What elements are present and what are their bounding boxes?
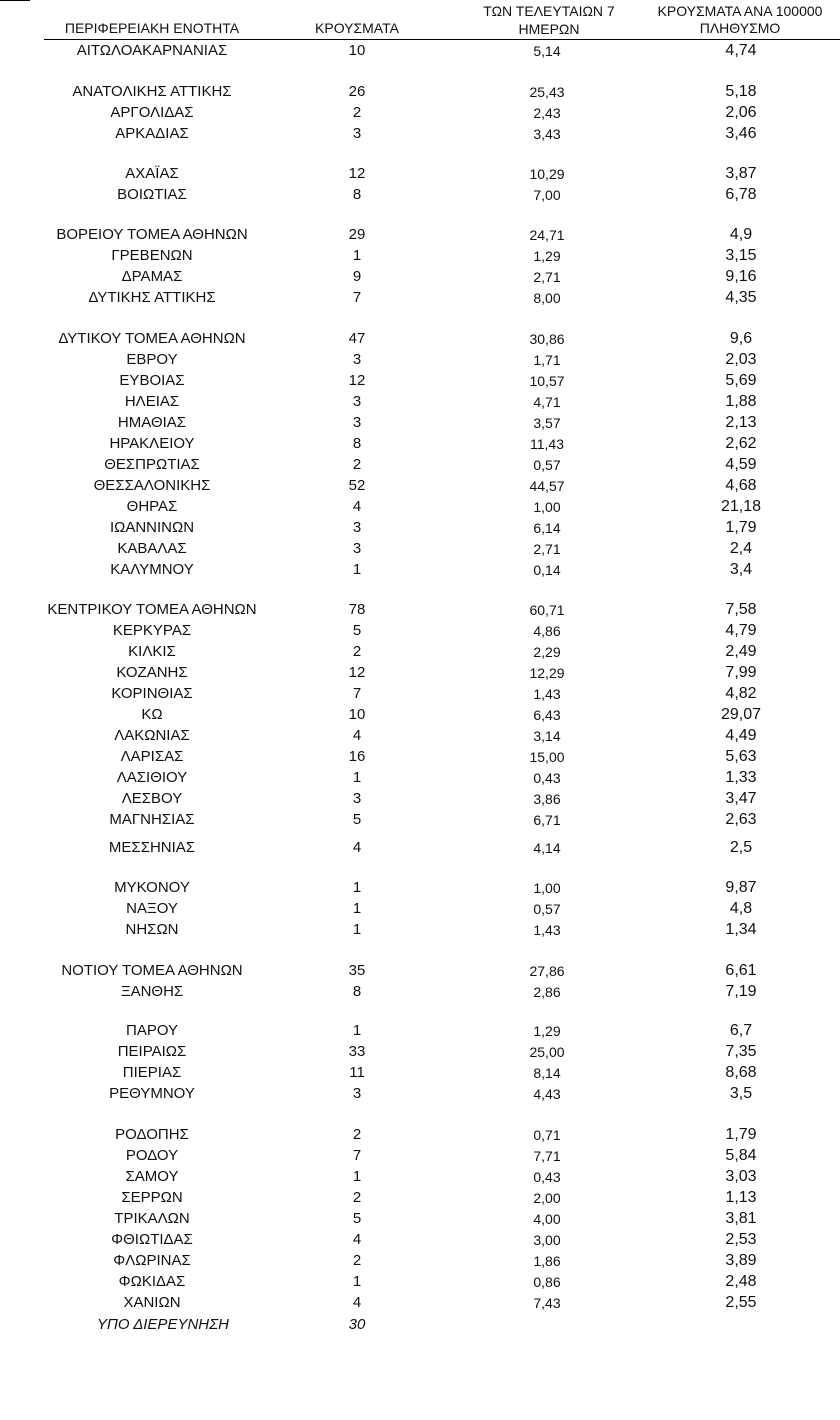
region-name-cell: ΦΘΙΩΤΙΔΑΣ xyxy=(111,1231,193,1248)
avg-7-days-cell: 4,43 xyxy=(533,1086,561,1102)
region-name-cell: ΞΑΝΘΗΣ xyxy=(120,983,184,1000)
per-100k-cell: 9,6 xyxy=(729,330,753,347)
region-name-cell: ΙΩΑΝΝΙΝΩΝ xyxy=(109,519,195,536)
region-name-cell: ΧΑΝΙΩΝ xyxy=(123,1294,181,1311)
avg-7-days-cell: 4,00 xyxy=(533,1211,561,1227)
cases-cell: 8 xyxy=(352,435,362,452)
per-100k-cell: 2,63 xyxy=(725,811,757,828)
per-100k-cell: 2,4 xyxy=(729,540,753,557)
header-region: ΠΕΡΙΦΕΡΕΙΑΚΗ ΕΝΟΤΗΤΑ xyxy=(64,20,240,36)
region-name-cell: ΕΥΒΟΙΑΣ xyxy=(119,372,185,389)
per-100k-cell: 3,87 xyxy=(725,165,757,182)
per-100k-cell: 3,47 xyxy=(725,790,757,807)
per-100k-cell: 2,5 xyxy=(729,839,753,856)
header-cases: ΚΡΟΥΣΜΑΤΑ xyxy=(315,20,399,36)
per-100k-cell: 21,18 xyxy=(720,498,762,515)
region-name-cell: ΚΩ xyxy=(141,706,163,723)
region-name-cell: ΔΡΑΜΑΣ xyxy=(121,268,183,285)
avg-7-days-cell: 30,86 xyxy=(529,331,565,347)
region-name-cell: ΑΧΑΪΑΣ xyxy=(125,165,179,182)
avg-7-days-cell: 3,86 xyxy=(533,791,561,807)
per-100k-cell: 2,62 xyxy=(725,435,757,452)
cases-cell: 35 xyxy=(348,962,366,979)
avg-7-days-cell: 44,57 xyxy=(529,478,565,494)
avg-7-days-cell: 0,71 xyxy=(533,1127,561,1143)
region-name-cell: ΠΑΡΟΥ xyxy=(125,1022,179,1039)
cases-cell: 1 xyxy=(352,1168,362,1185)
region-name-cell: ΛΑΚΩΝΙΑΣ xyxy=(114,727,190,744)
header-avg7-line1: ΤΩΝ ΤΕΛΕΥΤΑΙΩΝ 7 xyxy=(483,3,615,19)
per-100k-cell: 2,13 xyxy=(725,414,757,431)
cases-cell: 3 xyxy=(352,393,362,410)
cases-cell: 2 xyxy=(352,1189,362,1206)
cases-cell: 12 xyxy=(348,372,366,389)
cases-cell: 2 xyxy=(352,1126,362,1143)
cases-cell: 2 xyxy=(352,643,362,660)
avg-7-days-cell: 1,29 xyxy=(533,248,561,264)
avg-7-days-cell: 24,71 xyxy=(529,227,565,243)
cases-cell: 5 xyxy=(352,811,362,828)
region-name-cell: ΛΑΡΙΣΑΣ xyxy=(120,748,184,765)
avg-7-days-cell: 1,71 xyxy=(533,352,561,368)
per-100k-cell: 2,06 xyxy=(725,104,757,121)
per-100k-cell: 3,5 xyxy=(729,1085,753,1102)
region-name-cell: ΔΥΤΙΚΗΣ ΑΤΤΙΚΗΣ xyxy=(88,289,216,306)
per-100k-cell: 2,55 xyxy=(725,1294,757,1311)
per-100k-cell: 3,03 xyxy=(725,1168,757,1185)
region-name-cell: ΜΑΓΝΗΣΙΑΣ xyxy=(109,811,195,828)
region-name-cell: ΚΑΒΑΛΑΣ xyxy=(117,540,187,557)
avg-7-days-cell: 11,43 xyxy=(530,436,564,452)
avg-7-days-cell: 12,29 xyxy=(529,665,565,681)
avg-7-days-cell: 4,71 xyxy=(533,394,561,410)
per-100k-cell: 3,15 xyxy=(725,247,757,264)
cases-cell: 3 xyxy=(352,1085,362,1102)
region-name-cell: ΦΛΩΡΙΝΑΣ xyxy=(113,1252,191,1269)
region-name-cell: ΑΡΚΑΔΙΑΣ xyxy=(115,125,189,142)
per-100k-cell: 4,9 xyxy=(729,226,753,243)
region-name-cell: ΡΟΔΟΥ xyxy=(125,1147,179,1164)
per-100k-cell: 2,49 xyxy=(725,643,757,660)
region-name-cell: ΚΕΡΚΥΡΑΣ xyxy=(112,622,192,639)
avg-7-days-cell: 6,14 xyxy=(533,520,561,536)
per-100k-cell: 2,48 xyxy=(725,1273,757,1290)
avg-7-days-cell: 3,14 xyxy=(533,728,561,744)
per-100k-cell: 3,89 xyxy=(725,1252,757,1269)
cases-cell: 8 xyxy=(352,983,362,1000)
header-per100k-line1: ΚΡΟΥΣΜΑΤΑ ΑΝΑ 100000 xyxy=(657,3,823,19)
cases-cell: 3 xyxy=(352,540,362,557)
region-name-cell: ΚΑΛΥΜΝΟΥ xyxy=(110,561,194,578)
avg-7-days-cell: 7,00 xyxy=(533,187,561,203)
avg-7-days-cell: 25,43 xyxy=(529,84,565,100)
region-name-cell: ΚΕΝΤΡΙΚΟΥ ΤΟΜΕΑ ΑΘΗΝΩΝ xyxy=(47,601,257,618)
avg-7-days-cell: 6,43 xyxy=(533,707,561,723)
avg-7-days-cell: 7,71 xyxy=(533,1148,561,1164)
region-name-cell: ΒΟΙΩΤΙΑΣ xyxy=(117,186,187,203)
region-name-cell: ΤΡΙΚΑΛΩΝ xyxy=(114,1210,190,1227)
avg-7-days-cell: 3,57 xyxy=(533,415,561,431)
region-name-cell: ΝΟΤΙΟΥ ΤΟΜΕΑ ΑΘΗΝΩΝ xyxy=(61,962,243,979)
cases-cell: 33 xyxy=(348,1043,366,1060)
avg-7-days-cell: 1,86 xyxy=(533,1253,561,1269)
region-name-cell: ΘΗΡΑΣ xyxy=(126,498,178,515)
per-100k-cell: 1,33 xyxy=(725,769,757,786)
per-100k-cell: 7,58 xyxy=(725,601,757,618)
avg-7-days-cell: 0,14 xyxy=(533,562,561,578)
avg-7-days-cell: 60,71 xyxy=(529,602,565,618)
cases-cell: 47 xyxy=(348,330,366,347)
per-100k-cell: 6,78 xyxy=(725,186,757,203)
top-border-line xyxy=(0,0,30,1)
cases-cell: 1 xyxy=(352,879,362,896)
cases-cell: 7 xyxy=(352,1147,362,1164)
cases-cell: 2 xyxy=(352,104,362,121)
per-100k-cell: 9,16 xyxy=(725,268,757,285)
avg-7-days-cell: 8,00 xyxy=(533,290,561,306)
avg-7-days-cell: 10,29 xyxy=(529,166,565,182)
per-100k-cell: 1,13 xyxy=(725,1189,757,1206)
region-name-cell: ΕΒΡΟΥ xyxy=(126,351,178,368)
avg-7-days-cell: 2,29 xyxy=(533,644,561,660)
region-name-cell: ΚΟΡΙΝΘΙΑΣ xyxy=(111,685,193,702)
region-name-cell: ΜΥΚΟΝΟΥ xyxy=(114,879,190,896)
per-100k-cell: 1,34 xyxy=(725,921,757,938)
avg-7-days-cell: 0,43 xyxy=(533,1169,561,1185)
per-100k-cell: 4,74 xyxy=(725,42,757,59)
per-100k-cell: 1,88 xyxy=(725,393,757,410)
cases-cell: 4 xyxy=(352,1294,362,1311)
cases-cell: 5 xyxy=(352,1210,362,1227)
cases-cell: 7 xyxy=(352,289,362,306)
cases-cell: 11 xyxy=(349,1064,365,1081)
cases-cell: 1 xyxy=(352,247,362,264)
avg-7-days-cell: 1,00 xyxy=(533,499,561,515)
region-name-cell: ΠΕΙΡΑΙΩΣ xyxy=(117,1043,187,1060)
region-name-cell: ΦΩΚΙΔΑΣ xyxy=(118,1273,186,1290)
avg-7-days-cell: 10,57 xyxy=(529,373,565,389)
header-underline xyxy=(44,39,840,40)
cases-cell: 1 xyxy=(352,1022,362,1039)
cases-cell: 9 xyxy=(352,268,362,285)
region-name-cell: ΛΕΣΒΟΥ xyxy=(121,790,183,807)
region-name-cell: ΔΥΤΙΚΟΥ ΤΟΜΕΑ ΑΘΗΝΩΝ xyxy=(58,330,246,347)
region-name-cell: ΡΕΘΥΜΝΟΥ xyxy=(109,1085,195,1102)
avg-7-days-cell: 4,86 xyxy=(533,623,561,639)
per-100k-cell: 3,81 xyxy=(725,1210,757,1227)
avg-7-days-cell: 2,71 xyxy=(533,541,561,557)
region-name-cell: ΘΕΣΣΑΛΟΝΙΚΗΣ xyxy=(93,477,211,494)
cases-cell: 1 xyxy=(352,921,362,938)
per-100k-cell: 6,61 xyxy=(725,962,757,979)
cases-cell: 1 xyxy=(352,1273,362,1290)
per-100k-cell: 5,18 xyxy=(725,83,757,100)
avg-7-days-cell: 2,00 xyxy=(533,1190,561,1206)
cases-cell: 7 xyxy=(352,685,362,702)
cases-cell: 4 xyxy=(352,498,362,515)
region-name-cell: ΘΕΣΠΡΩΤΙΑΣ xyxy=(104,456,200,473)
avg-7-days-cell: 2,43 xyxy=(533,105,561,121)
per-100k-cell: 1,79 xyxy=(725,519,757,536)
avg-7-days-cell: 8,14 xyxy=(533,1065,561,1081)
per-100k-cell: 3,46 xyxy=(725,125,757,142)
per-100k-cell: 3,4 xyxy=(729,561,753,578)
per-100k-cell: 8,68 xyxy=(725,1064,757,1081)
region-name-cell: ΚΙΛΚΙΣ xyxy=(128,643,176,660)
region-name-cell: ΗΡΑΚΛΕΙΟΥ xyxy=(109,435,195,452)
per-100k-cell: 4,68 xyxy=(725,477,757,494)
cases-cell: 16 xyxy=(348,748,366,765)
cases-cell: 78 xyxy=(348,601,366,618)
per-100k-cell: 4,35 xyxy=(725,289,757,306)
avg-7-days-cell: 0,57 xyxy=(533,457,561,473)
avg-7-days-cell: 25,00 xyxy=(529,1044,565,1060)
avg-7-days-cell: 0,43 xyxy=(533,770,561,786)
header-per100k-line2: ΠΛΗΘΥΣΜΟ xyxy=(699,20,781,36)
cases-cell: 12 xyxy=(348,664,366,681)
cases-cell: 4 xyxy=(352,839,362,856)
cases-cell: 12 xyxy=(348,165,366,182)
per-100k-cell: 7,35 xyxy=(725,1043,757,1060)
region-name-cell: ΜΕΣΣΗΝΙΑΣ xyxy=(108,839,196,856)
region-name-cell: ΑΙΤΩΛΟΑΚΑΡΝΑΝΙΑΣ xyxy=(76,42,228,59)
cases-cell: 1 xyxy=(352,561,362,578)
per-100k-cell: 5,63 xyxy=(725,748,757,765)
cases-cell: 3 xyxy=(352,519,362,536)
avg-7-days-cell: 3,00 xyxy=(533,1232,561,1248)
per-100k-cell: 1,79 xyxy=(725,1126,757,1143)
per-100k-cell: 4,8 xyxy=(729,900,753,917)
region-name-cell: ΝΗΣΩΝ xyxy=(125,921,179,938)
per-100k-cell: 7,19 xyxy=(725,983,757,1000)
cases-cell: 2 xyxy=(352,1252,362,1269)
avg-7-days-cell: 4,14 xyxy=(533,840,561,856)
cases-cell: 1 xyxy=(352,900,362,917)
per-100k-cell: 5,84 xyxy=(725,1147,757,1164)
cases-cell: 52 xyxy=(348,477,366,494)
avg-7-days-cell: 2,86 xyxy=(533,984,561,1000)
cases-cell: 3 xyxy=(352,351,362,368)
header-avg7-line2: ΗΜΕΡΩΝ xyxy=(518,21,580,37)
cases-cell: 3 xyxy=(352,414,362,431)
per-100k-cell: 2,03 xyxy=(725,351,757,368)
avg-7-days-cell: 6,71 xyxy=(533,812,561,828)
cases-cell: 3 xyxy=(352,790,362,807)
region-name-cell: ΑΝΑΤΟΛΙΚΗΣ ΑΤΤΙΚΗΣ xyxy=(72,83,232,100)
region-name-cell: ΣΕΡΡΩΝ xyxy=(121,1189,183,1206)
per-100k-cell: 9,87 xyxy=(725,879,757,896)
region-name-cell: ΗΜΑΘΙΑΣ xyxy=(117,414,187,431)
avg-7-days-cell: 1,43 xyxy=(533,922,561,938)
avg-7-days-cell: 0,86 xyxy=(533,1274,561,1290)
cases-cell: 5 xyxy=(352,622,362,639)
region-name-cell: ΑΡΓΟΛΙΔΑΣ xyxy=(110,104,194,121)
per-100k-cell: 2,53 xyxy=(725,1231,757,1248)
cases-cell: 10 xyxy=(348,706,366,723)
region-name-cell: ΠΙΕΡΙΑΣ xyxy=(122,1064,182,1081)
cases-cell: 2 xyxy=(352,456,362,473)
avg-7-days-cell: 1,29 xyxy=(533,1023,561,1039)
cases-cell: 4 xyxy=(352,1231,362,1248)
cases-cell: 4 xyxy=(352,727,362,744)
cases-cell: 1 xyxy=(352,769,362,786)
cases-cell: 29 xyxy=(348,226,366,243)
avg-7-days-cell: 1,00 xyxy=(533,880,561,896)
region-name-cell: ΒΟΡΕΙΟΥ ΤΟΜΕΑ ΑΘΗΝΩΝ xyxy=(56,226,248,243)
region-name-cell: ΡΟΔΟΠΗΣ xyxy=(115,1126,189,1143)
avg-7-days-cell: 2,71 xyxy=(533,269,561,285)
per-100k-cell: 5,69 xyxy=(725,372,757,389)
avg-7-days-cell: 27,86 xyxy=(529,963,565,979)
region-name-cell: ΚΟΖΑΝΗΣ xyxy=(116,664,188,681)
cases-cell: 10 xyxy=(348,42,366,59)
per-100k-cell: 4,79 xyxy=(725,622,757,639)
region-name-cell: ΓΡΕΒΕΝΩΝ xyxy=(111,247,193,264)
footer-label: ΥΠΟ ΔΙΕΡΕΥΝΗΣΗ xyxy=(97,1316,229,1333)
avg-7-days-cell: 3,43 xyxy=(533,126,561,142)
per-100k-cell: 7,99 xyxy=(725,664,757,681)
avg-7-days-cell: 1,43 xyxy=(533,686,561,702)
per-100k-cell: 29,07 xyxy=(720,706,762,723)
per-100k-cell: 6,7 xyxy=(729,1022,753,1039)
region-name-cell: ΝΑΞΟΥ xyxy=(126,900,178,917)
cases-cell: 26 xyxy=(348,83,366,100)
cases-cell: 8 xyxy=(352,186,362,203)
avg-7-days-cell: 5,14 xyxy=(533,43,561,59)
per-100k-cell: 4,59 xyxy=(725,456,757,473)
region-name-cell: ΗΛΕΙΑΣ xyxy=(124,393,180,410)
avg-7-days-cell: 0,57 xyxy=(533,901,561,917)
per-100k-cell: 4,82 xyxy=(725,685,757,702)
avg-7-days-cell: 7,43 xyxy=(533,1295,561,1311)
per-100k-cell: 4,49 xyxy=(725,727,757,744)
footer-cases: 30 xyxy=(348,1316,366,1333)
region-name-cell: ΛΑΣΙΘΙΟΥ xyxy=(116,769,188,786)
region-name-cell: ΣΑΜΟΥ xyxy=(125,1168,179,1185)
cases-cell: 3 xyxy=(352,125,362,142)
avg-7-days-cell: 15,00 xyxy=(529,749,565,765)
